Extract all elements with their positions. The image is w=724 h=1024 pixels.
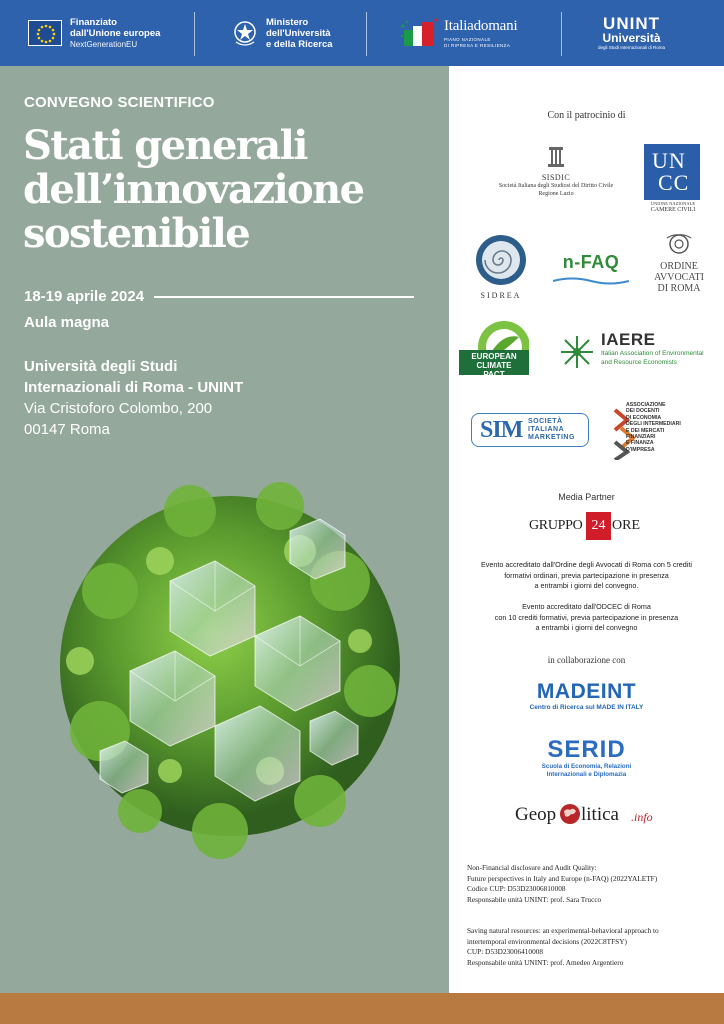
gruppo-ore: ORE: [612, 518, 640, 533]
eu-line-3: NextGenerationEU: [70, 39, 138, 49]
ordine-emblem-icon: [647, 232, 711, 256]
gruppo-text: GRUPPO: [529, 518, 583, 533]
adeim-line: DEI DOCENTI: [626, 408, 660, 415]
madeint-subtitle: Centro di Ricerca sul MADE IN ITALY: [529, 704, 644, 711]
sidrea-logo: [471, 234, 531, 300]
sim-sub-3: MARKETING: [528, 434, 575, 441]
p2-line-2: intertemporal environmental decisions (2022C8TFSY): [467, 936, 627, 946]
ecp-line-1: EUROPEAN: [471, 352, 517, 361]
accr1-line-1: Evento accreditato dall'Ordine degli Avvocati di Roma con 5 crediti: [481, 560, 692, 569]
gruppo24ore-logo: [529, 511, 644, 543]
unint-name: UNINT: [603, 14, 660, 33]
ecp-line-2: CLIMATE: [476, 361, 512, 370]
event-university: [24, 356, 243, 398]
ministry-line-1: Ministero: [266, 16, 309, 28]
adeim-line: ASSOCIAZIONE: [626, 402, 666, 408]
iaere-sub-2: and Resource Economists: [601, 359, 677, 366]
serid-logo: SERID: [547, 736, 626, 763]
eu-flag-icon: [28, 20, 62, 46]
uncc-sub-1: UNIONE NAZIONALE: [650, 201, 696, 206]
oav-line-2: AVVOCATI: [654, 272, 704, 283]
project-nfaq: [467, 863, 717, 905]
ministry-logo: [232, 0, 333, 66]
sidrea-name: SIDREA: [480, 291, 522, 300]
iaere-name: IAERE: [601, 330, 656, 349]
sisdic-line-2: Regione Lazio: [538, 191, 574, 197]
accr2-line-2: con 10 crediti formativi, previa partecipazione in presenza: [494, 612, 679, 622]
oav-line-1: ORDINE: [660, 261, 698, 272]
accr2-line-1: Evento accreditato dall'ODCEC di Roma: [522, 602, 651, 611]
p1-line-1: Non-Financial disclosure and Audit Quality:: [467, 863, 597, 872]
iaere-sub-1: Italian Association of Environmental: [601, 350, 704, 357]
uncc-letters-1: UN: [652, 148, 686, 173]
geo-text-3: .info: [631, 810, 653, 824]
patronage-heading: Con il patrocinio di: [547, 110, 626, 121]
sim-logo: [471, 413, 589, 447]
italiadomani-logo: [400, 0, 517, 66]
unint-logo: [598, 0, 665, 66]
title-line-2: dell’innovazione: [23, 166, 364, 213]
nfaq-logo: [553, 252, 629, 291]
sisdic-line-1: Società Italiana degli Studiosi del Diritto Civile: [498, 183, 614, 189]
iaere-logo: [557, 330, 717, 374]
italiadomani-sub-1: PIANO NAZIONALE: [444, 37, 491, 42]
italiadomani-title: Italiadomani: [444, 18, 518, 34]
event-address: [24, 398, 212, 440]
sisdic-name: SISDIC: [541, 173, 571, 182]
adeim-line: E FINANZA: [626, 440, 654, 447]
eu-line-2: dall'Unione europea: [70, 27, 161, 39]
accr1-line-2: formativi ordinari, previa partecipazione in presenza: [504, 570, 669, 580]
event-title: [23, 124, 433, 256]
accreditation-bar: [459, 560, 714, 592]
event-date-row: [24, 288, 414, 305]
adeim-line: DI ECONOMIA: [626, 414, 662, 421]
address-line-1: Via Cristoforo Colombo, 200: [24, 400, 213, 417]
sim-letters: SIM: [480, 417, 523, 443]
geo-text-2: litica: [581, 804, 619, 825]
madeint-logo: MADEINT: [536, 680, 637, 703]
event-info-panel: [0, 66, 449, 993]
title-line-1: Stati generali: [23, 122, 307, 169]
title-line-3: sostenibile: [23, 210, 250, 257]
date-rule: [154, 296, 414, 298]
divider: [366, 12, 367, 56]
project-natural-resources: [467, 926, 717, 968]
serid-subtitle: [449, 763, 724, 778]
media-partner-heading: Media Partner: [558, 492, 615, 502]
ecp-text: [459, 352, 529, 379]
adeim-line: DEGLI INTERMEDIARI: [626, 421, 681, 428]
p2-line-4: Responsabile unità UNINT: prof. Amedeo Argentiero: [467, 957, 624, 967]
geo-text-1: Geop: [515, 804, 557, 825]
italian-emblem-icon: [232, 18, 258, 48]
collaboration-heading: in collaborazione con: [547, 655, 626, 665]
p2-line-3: CUP: D53D23006410008: [467, 947, 544, 956]
italiadomani-sub-2: DI RIPRESA E RESILIENZA: [444, 42, 511, 48]
divider: [561, 12, 562, 56]
event-date: 18-19 aprile 2024: [24, 288, 145, 305]
oav-line-3: DI ROMA: [657, 283, 701, 294]
p1-line-4: Responsabile unità UNINT: prof. Sara Trucco: [467, 894, 602, 904]
green-cube-sphere-illustration: [40, 471, 420, 891]
adeim-line: E DEI MERCATI: [626, 427, 665, 434]
p1-line-2: Future perspectives in Italy and Europe (n-FAQ) (2022YALETF): [467, 873, 658, 883]
accreditation-odcec: [459, 602, 714, 634]
event-hall: Aula magna: [24, 314, 110, 331]
unint-subtitle: degli Studi Internazionali di Roma: [598, 45, 666, 50]
adeim-text: [626, 402, 681, 453]
university-line-1: Università degli Studi: [24, 358, 178, 375]
sisdic-logo: [471, 146, 641, 198]
wave-icon: [553, 276, 629, 286]
eu-line-1: Finanziato: [70, 16, 117, 28]
p2-line-1: Saving natural resources: an experimental-behavioral approach to: [467, 926, 659, 935]
ministry-line-2: dell'Università: [266, 27, 331, 39]
nfaq-name: n-FAQ: [562, 252, 620, 272]
address-line-2: 00147 Roma: [24, 421, 110, 438]
accr1-line-3: a entrambi i giorni del convegno.: [534, 581, 639, 590]
divider: [194, 12, 195, 56]
gruppo-number: 24: [586, 512, 611, 540]
globe-icon: [559, 803, 581, 825]
event-kicker: CONVEGNO SCIENTIFICO: [24, 94, 215, 111]
iaere-swirl-icon: [557, 332, 597, 372]
sim-subtitle: [528, 418, 575, 442]
serid-sub-1: Scuola di Economia, Relazioni: [541, 763, 632, 770]
adeim-line: D'IMPRESA: [626, 446, 655, 453]
uncc-letters-2: CC: [658, 170, 690, 195]
university-line-2: Internazionali di Roma - UNINT: [24, 379, 244, 396]
italiadomani-flag-icon: [400, 16, 440, 50]
adeim-line: FINANZIARI: [626, 434, 656, 441]
serid-sub-2: Internazionali e Diplomazia: [546, 770, 627, 778]
eu-funding-logo: [28, 0, 160, 66]
sim-sub-1: SOCIETÀ: [528, 418, 563, 425]
sponsors-panel: [449, 66, 724, 993]
top-banner: [0, 0, 724, 66]
sim-sub-2: ITALIANA: [528, 426, 565, 433]
uncc-subtitle: [640, 201, 706, 213]
shell-icon: [475, 234, 527, 286]
uncc-logo: [644, 144, 700, 200]
ecp-line-3: PACT: [483, 370, 505, 379]
column-icon: [547, 146, 565, 168]
ordine-avvocati-logo: [647, 232, 711, 294]
uncc-sub-2: CAMERE CIVILI: [650, 207, 696, 213]
ministry-line-3: e della Ricerca: [266, 38, 333, 50]
p1-line-3: Codice CUP: D53D23006810008: [467, 884, 566, 893]
unint-universita: Università: [602, 31, 661, 45]
accr2-line-3: a entrambi i giorni del convegno: [535, 623, 638, 632]
geopolitica-logo: [515, 801, 665, 829]
bottom-bar: [0, 993, 724, 1024]
